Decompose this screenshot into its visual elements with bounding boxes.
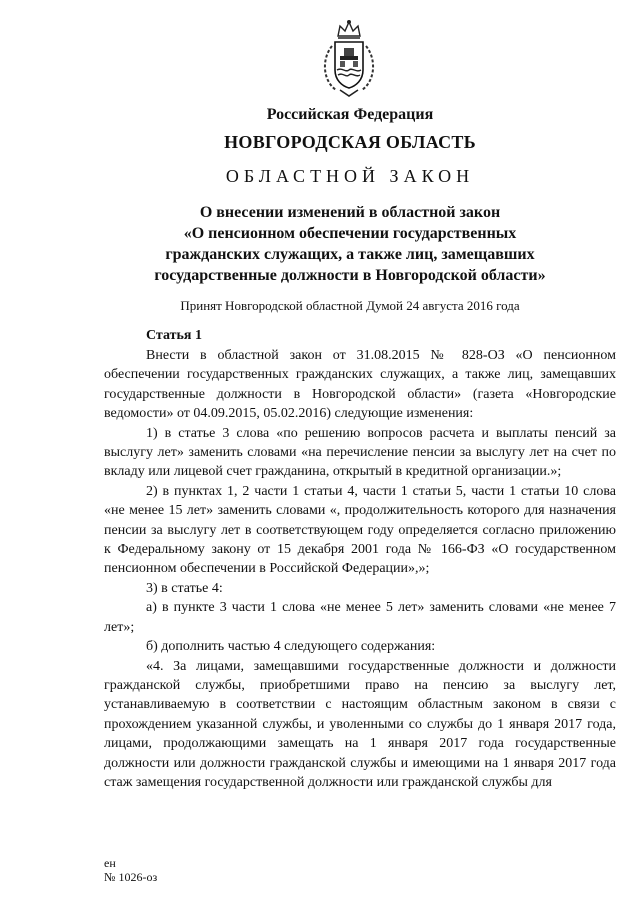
region-name: НОВГОРОДСКАЯ ОБЛАСТЬ <box>224 132 476 152</box>
article-paragraph: б) дополнить частью 4 следующего содержания: <box>146 639 436 655</box>
law-number: № 1026-оз <box>104 870 158 884</box>
law-title-line: государственные должности в Новгородской области» <box>154 267 546 284</box>
article-body <box>104 346 616 792</box>
coat-of-arms-icon <box>318 18 380 100</box>
law-title <box>0 202 640 286</box>
law-title-line: гражданских служащих, а также лиц, замещавших <box>165 246 535 263</box>
law-title-line: «О пенсионном обеспечении государственных <box>183 225 517 242</box>
article-heading: Статья 1 <box>146 328 202 343</box>
country-name: Российская Федерация <box>266 106 434 123</box>
article-paragraph: а) в пункте 3 части 1 слова «не менее 5 лет» заменить словами «не менее 7 лет»; <box>104 600 616 635</box>
executor-initials: ен <box>104 856 116 870</box>
document-type: ОБЛАСТНОЙ ЗАКОН <box>225 166 475 186</box>
article-paragraph: «4. За лицами, замещавшими государственные должности и должности гражданской службы, приобретшими право на пенсию за выслугу лет, устанавливаемую в соответствии с настоящим областным законом в связи с прохождением указанной службы, и уволенными со службы до 1 января 2017 года, лицами, продолжающими замещать на 1 января 2017 года государственные должности или должности гражданской службы и имеющими на 1 января 2017 года стаж замещения государственной должности или гражданской службы для <box>104 658 616 790</box>
article-paragraph: 3) в статье 4: <box>146 580 223 596</box>
adoption-note: Принят Новгородской областной Думой 24 августа 2016 года <box>180 298 520 313</box>
article-paragraph: 2) в пунктах 1, 2 части 1 статьи 4, части 1 статьи 5, части 1 статьи 10 слова «не менее 15 лет» заменить словами «, продолжительность которого для назначения пенсии за выслугу лет в соответствующем году определяется согласно приложению к Федеральному закону от 15 декабря 2001 года № 166-ФЗ «О государственном пенсионном обеспечении в Российской Федерации»,»; <box>104 483 616 577</box>
document-footer <box>104 856 157 884</box>
law-title-line: О внесении изменений в областной закон <box>199 204 501 221</box>
article-paragraph: 1) в статье 3 слова «по решению вопросов расчета и выплаты пенсий за выслугу лет» заменить словами «на перечисление пенсии за выслугу лет на счет по вкладу или лицевой счет гражданина, открытый в кредитной организации.»; <box>104 425 616 480</box>
article-paragraph: Внести в областной закон от 31.08.2015 № 828-ОЗ «О пенсионном обеспечении государственных гражданских служащих, а также лиц, замещавших государственные должности в Новгородской области» (газета «Новгородские ведомости» от 04.09.2015, 05.02.2016) следующие изменения: <box>104 348 616 422</box>
